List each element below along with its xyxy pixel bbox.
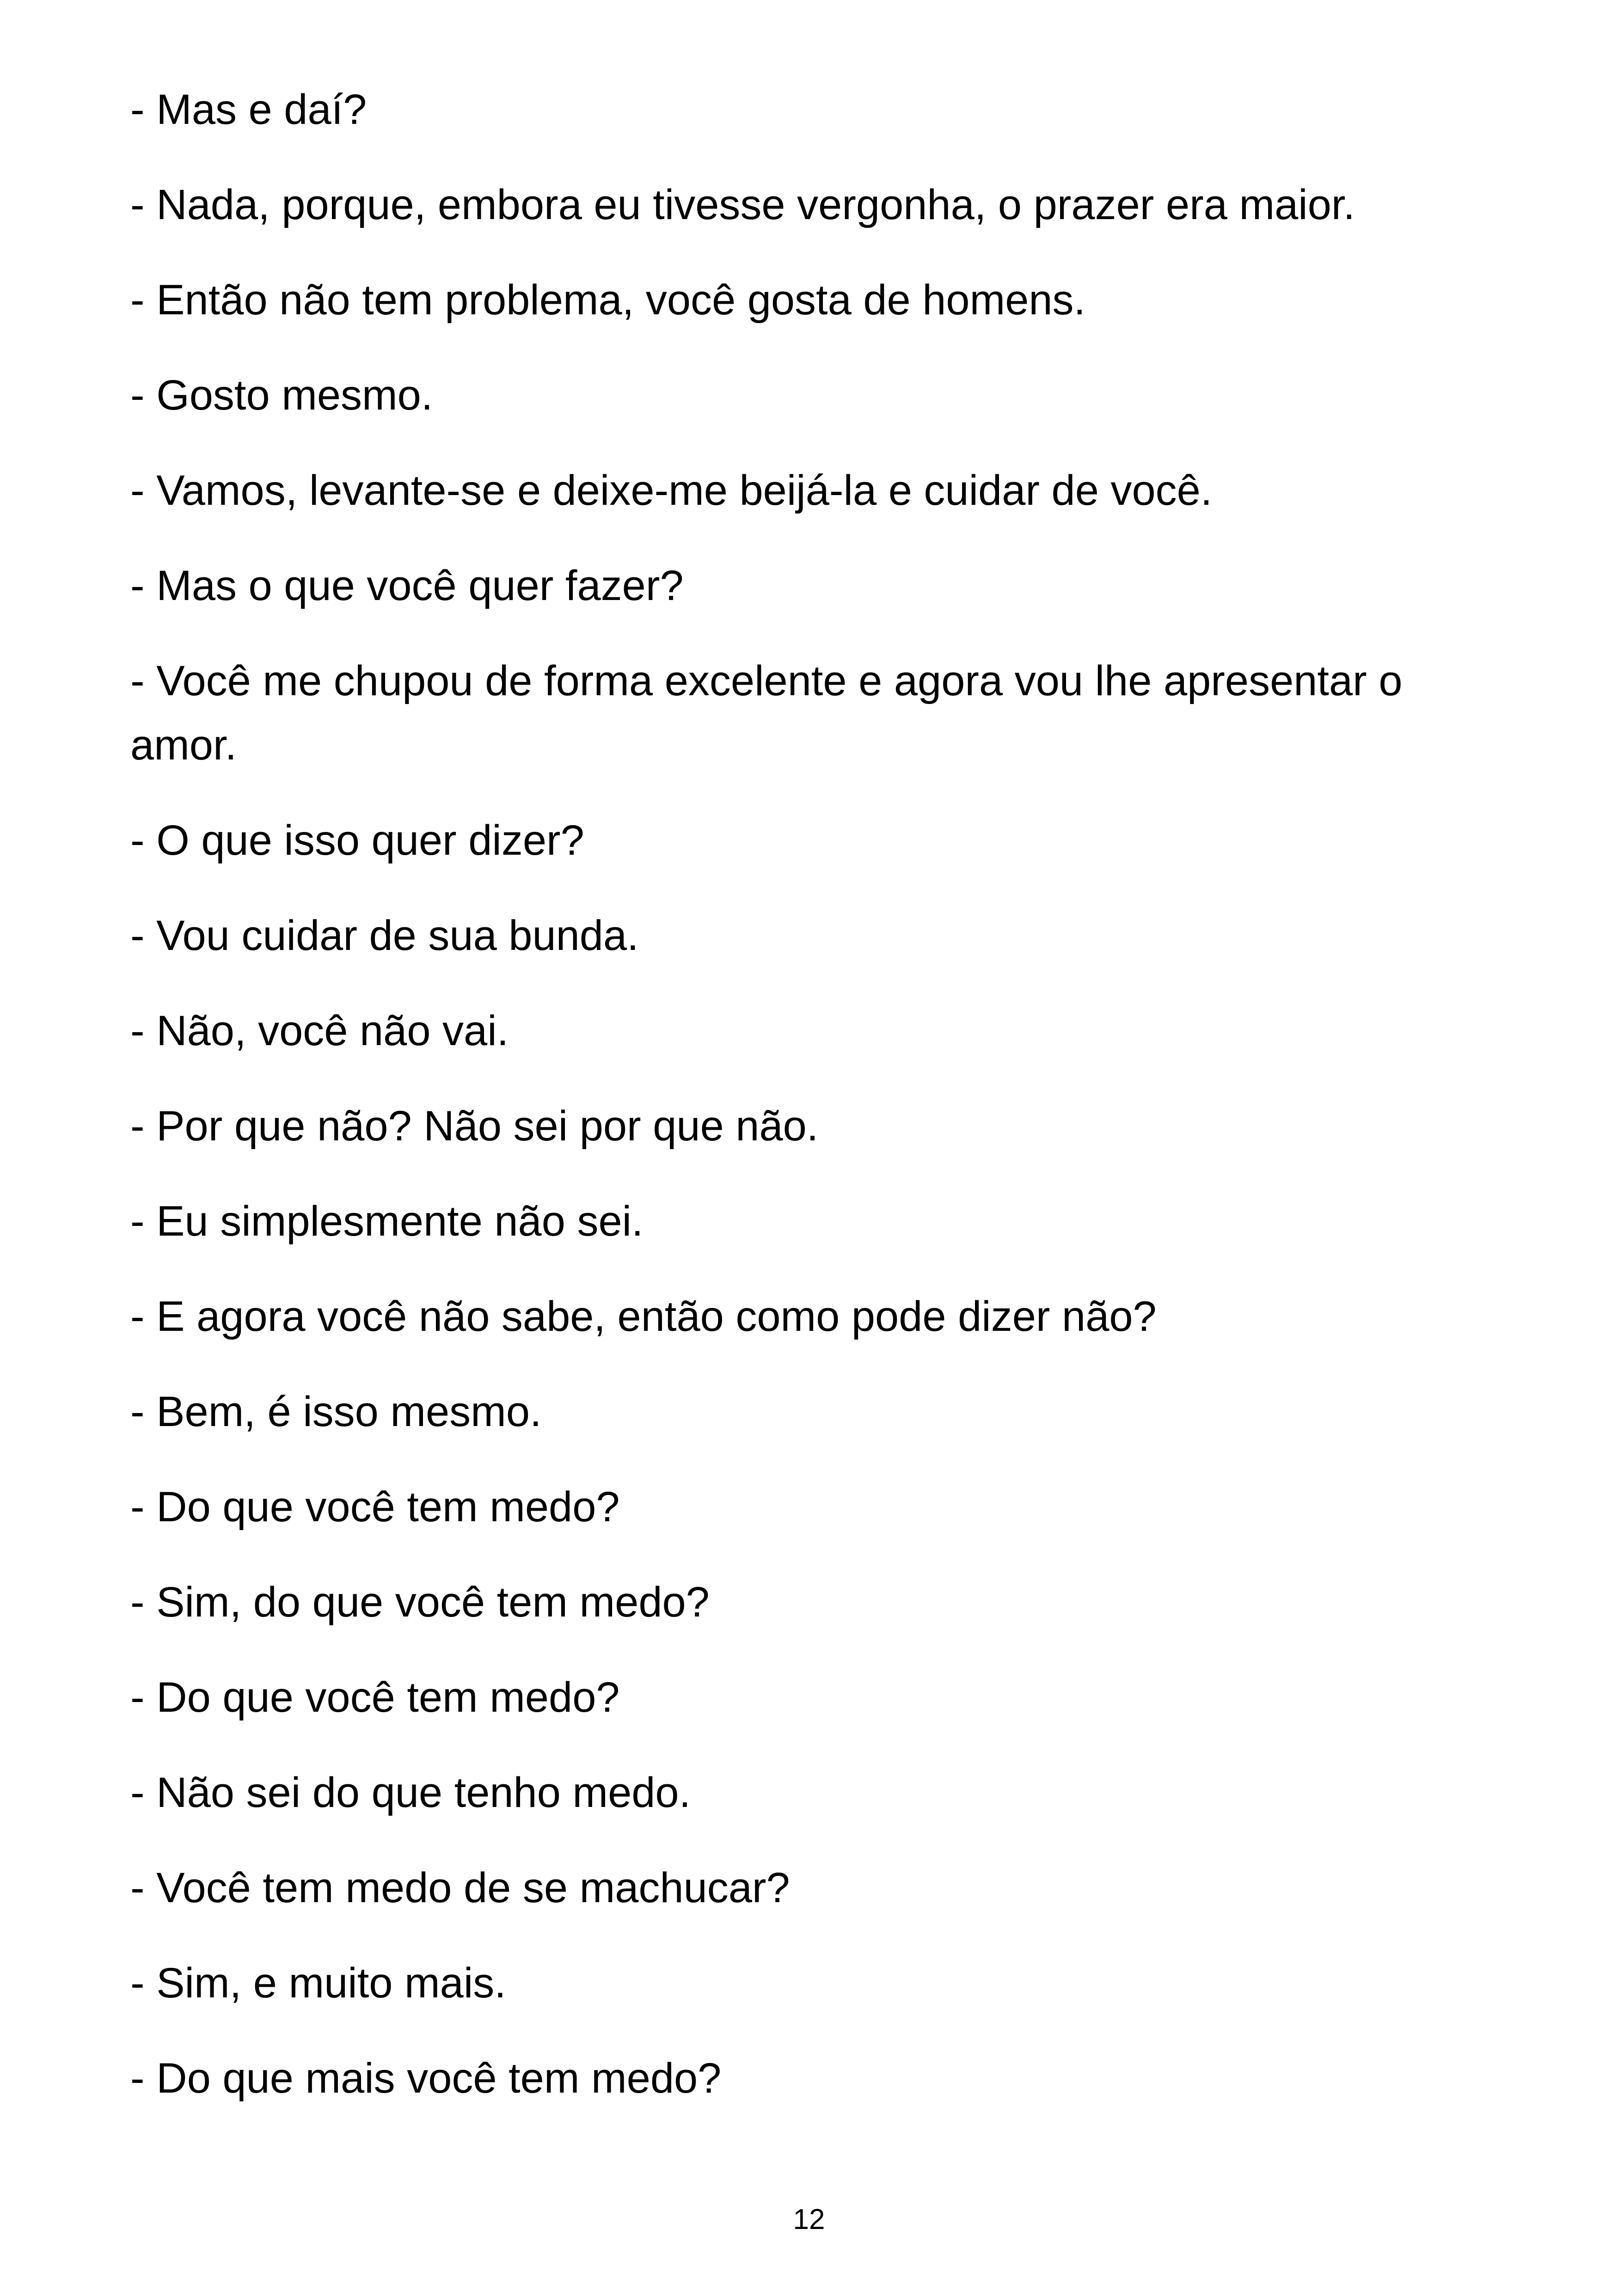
paragraph: - Não sei do que tenho medo. bbox=[130, 1769, 691, 1816]
paragraph: - Eu simplesmente não sei. bbox=[130, 1198, 644, 1245]
paragraph: - Não, você não vai. bbox=[130, 1007, 509, 1054]
paragraph: - O que isso quer dizer? bbox=[130, 817, 584, 864]
paragraph: - Gosto mesmo. bbox=[130, 372, 433, 419]
paragraph: - Você me chupou de forma excelente e agora vou lhe apresentar o amor. bbox=[130, 657, 1415, 769]
paragraph: - Você tem medo de se machucar? bbox=[130, 1864, 790, 1911]
paragraph: - Sim, do que você tem medo? bbox=[130, 1579, 710, 1626]
dialogue-text bbox=[130, 78, 1499, 2142]
paragraph: - Bem, é isso mesmo. bbox=[130, 1388, 542, 1435]
paragraph: - Por que não? Não sei por que não. bbox=[130, 1102, 819, 1150]
paragraph: - Sim, e muito mais. bbox=[130, 1959, 506, 2007]
paragraph: - Então não tem problema, você gosta de homens. bbox=[130, 276, 1086, 324]
paragraph: - Vamos, levante-se e deixe-me beijá-la e cuidar de você. bbox=[130, 467, 1213, 514]
paragraph: - Do que você tem medo? bbox=[130, 1674, 620, 1721]
paragraph: - Do que mais você tem medo? bbox=[130, 2055, 722, 2102]
page-number: 12 bbox=[793, 2204, 825, 2235]
paragraph: - Nada, porque, embora eu tivesse vergonha, o prazer era maior. bbox=[130, 181, 1355, 228]
paragraph: - E agora você não sabe, então como pode dizer não? bbox=[130, 1293, 1157, 1340]
paragraph: - Do que você tem medo? bbox=[130, 1483, 620, 1531]
paragraph: - Vou cuidar de sua bunda. bbox=[130, 912, 639, 959]
paragraph: - Mas e daí? bbox=[130, 86, 367, 133]
paragraph: - Mas o que você quer fazer? bbox=[130, 562, 684, 609]
